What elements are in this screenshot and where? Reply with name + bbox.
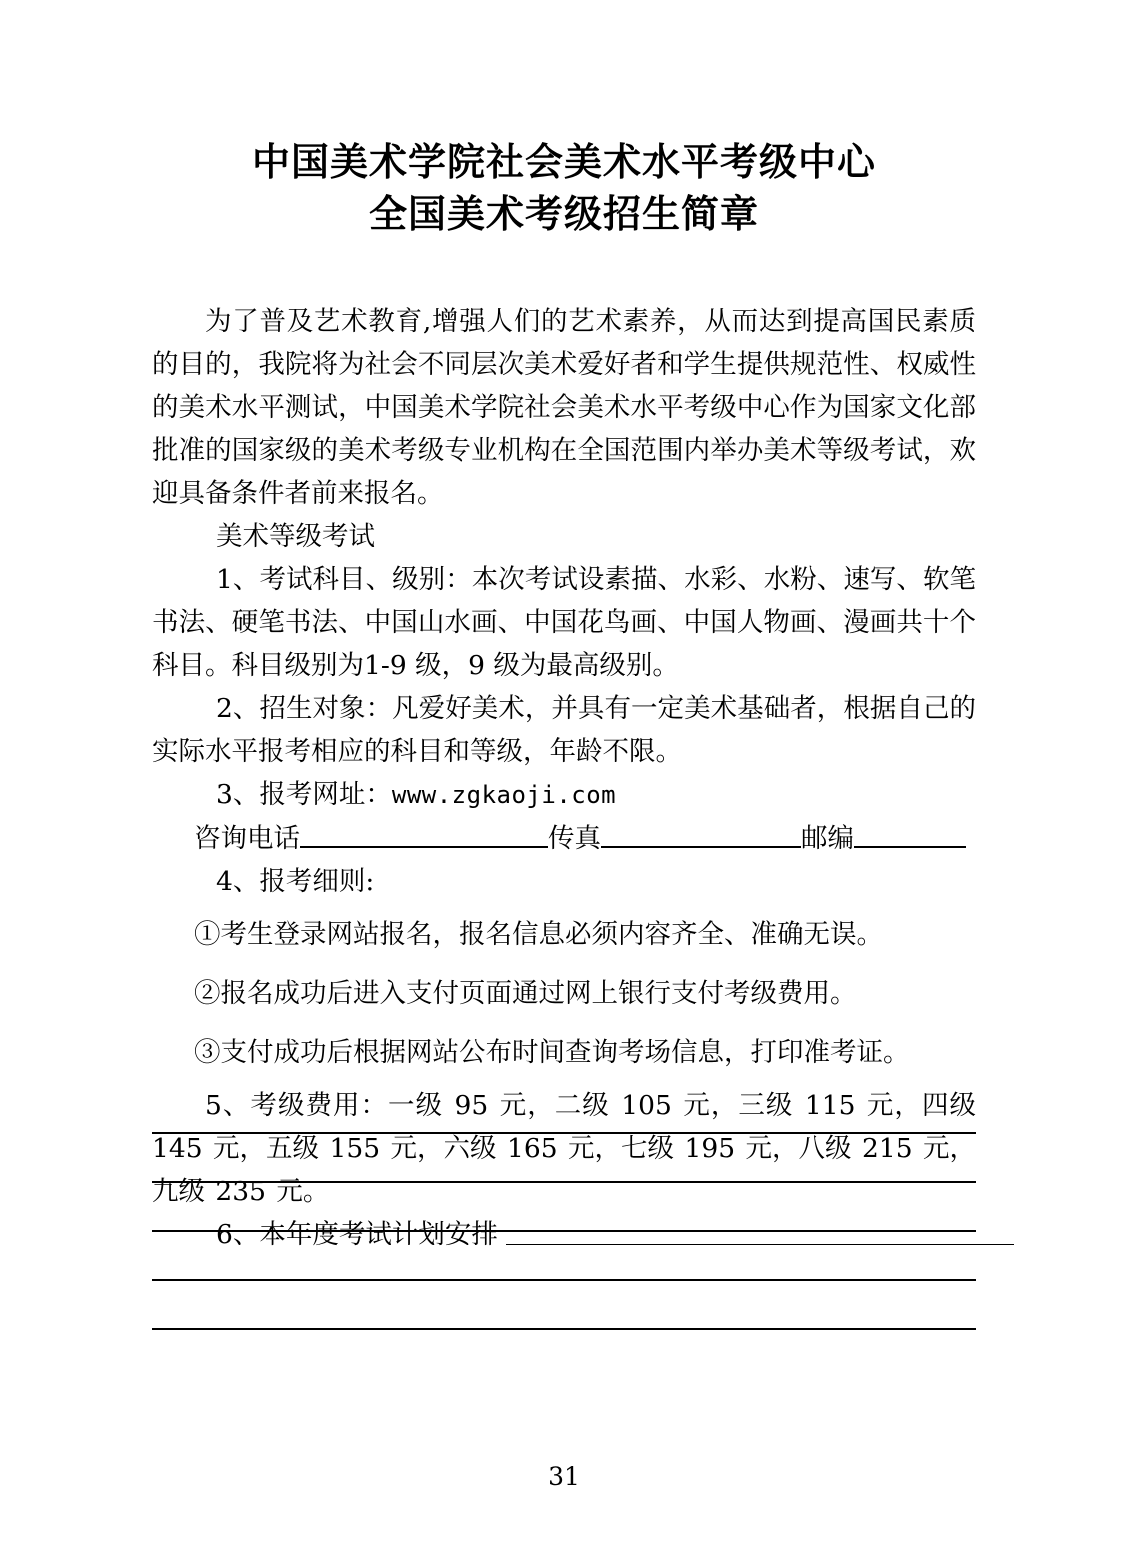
fax-blank-field[interactable] [601, 818, 801, 848]
item-3-label: 3、报考网址： [216, 779, 392, 810]
blank-ruled-line[interactable] [152, 1281, 976, 1330]
title-line-1: 中国美术学院社会美术水平考级中心 [251, 140, 876, 184]
blank-ruled-line[interactable] [152, 1134, 976, 1183]
item-3 [152, 773, 976, 817]
sub-item-1: ①考生登录网站报名，报名信息必须内容齐全、准确无误。 [194, 919, 883, 950]
registration-url[interactable]: www.zgkaoji.com [391, 781, 617, 809]
contact-blanks-row [152, 817, 976, 860]
spacer [152, 1074, 976, 1084]
phone-blank-label: 咨询电话 [194, 823, 300, 854]
zip-blank-label: 邮编 [801, 823, 854, 854]
item-6-label: 6、本年度考试计划安排 [216, 1219, 498, 1250]
sub-item-3: ③支付成功后根据网站公布时间查询考场信息，打印准考证。 [194, 1037, 910, 1068]
page-title [0, 136, 1128, 240]
blank-ruled-lines [152, 1085, 976, 1330]
intro-paragraph: 为了普及艺术教育,增强人们的艺术素养，从而达到提高国民素质的目的，我院将为社会不同层次美术爱好者和学生提供规范性、权威性的美术水平测试，中国美术学院社会美术水平考级中心作为国家文化部批准的国家级的美术考级专业机构在全国范围内举办美术等级考试，欢迎具备条件者前来报名。 [152, 306, 976, 509]
blank-ruled-line[interactable] [152, 1232, 976, 1281]
item-5-fees: 5、考级费用：一级 95 元，二级 105 元，三级 115 元，四级 145 元，五级 155 元，六级 165 元，七级 195 元，八级 215 元，九级 235 元。 [152, 1090, 976, 1207]
item-4: 4、报考细则: [216, 866, 375, 897]
page-number: 31 [548, 1462, 580, 1491]
blank-ruled-line[interactable] [152, 1183, 976, 1232]
spacer [152, 956, 976, 972]
spacer [152, 903, 976, 913]
phone-blank-field[interactable] [300, 818, 548, 848]
sub-item-2: ②报名成功后进入支付页面通过网上银行支付考级费用。 [194, 978, 857, 1009]
spacer [152, 1015, 976, 1031]
item-1: 1、考试科目、级别：本次考试设素描、水彩、水粉、速写、软笔书法、硬笔书法、中国山水画、中国花鸟画、中国人物画、漫画共十个科目。科目级别为1-9 级，9 级为最高级别。 [152, 564, 976, 681]
section-heading: 美术等级考试 [216, 521, 375, 552]
zip-blank-field[interactable] [854, 818, 966, 848]
title-line-2: 全国美术考级招生简章 [368, 192, 759, 236]
fax-blank-label: 传真 [548, 823, 601, 854]
item-2: 2、招生对象：凡爱好美术，并具有一定美术基础者，根据自己的实际水平报考相应的科目和等级，年龄不限。 [152, 693, 976, 767]
blank-ruled-line[interactable] [152, 1085, 976, 1134]
